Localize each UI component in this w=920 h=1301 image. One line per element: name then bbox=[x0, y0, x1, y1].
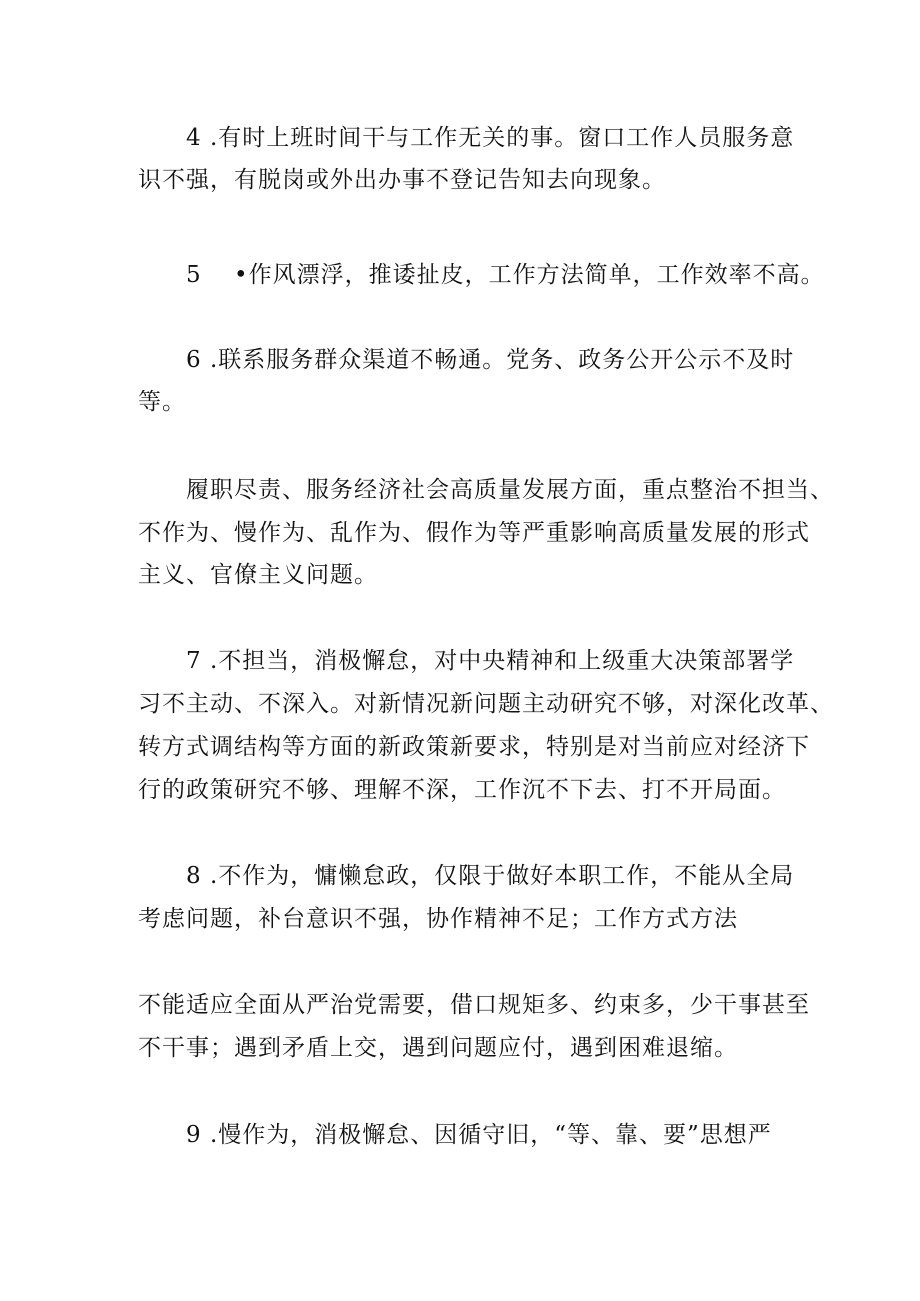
text-line: 履职尽责、服务经济社会高质量发展方面，重点整治不担当、 bbox=[186, 477, 834, 503]
text-line: 4 .有时上班时间干与工作无关的事。窗口工作人员服务意 bbox=[186, 125, 795, 151]
item-number: 5 bbox=[186, 262, 202, 288]
text-line: 不作为、慢作为、乱作为、假作为等严重影响高质量发展的形式 bbox=[138, 520, 810, 546]
text-line: 考虑问题，补台意识不强，协作精神不足；工作方式方法 bbox=[138, 906, 738, 932]
text-line: 识不强，有脱岗或外出办事不登记告知去向现象。 bbox=[138, 167, 666, 193]
text-line: 6 .联系服务群众渠道不畅通。党务、政务公开公示不及时 bbox=[186, 347, 795, 373]
text-line: 7 .不担当，消极懈怠，对中央精神和上级重大决策部署学 bbox=[186, 648, 795, 674]
text-line: 不能适应全面从严治党需要，借口规矩多、约束多，少干事甚至 bbox=[138, 992, 810, 1018]
text-line: 习不主动、不深入。对新情况新问题主动研究不够，对深化改革、 bbox=[138, 691, 834, 717]
text-line: 转方式调结构等方面的新政策新要求，特别是对当前应对经济下 bbox=[138, 734, 810, 760]
text-line bbox=[186, 255, 825, 295]
text-line: 主义、官僚主义问题。 bbox=[138, 562, 378, 588]
text-line: 不干事；遇到矛盾上交，遇到问题应付，遇到困难退缩。 bbox=[138, 1035, 738, 1061]
text-line: 等。 bbox=[138, 389, 186, 415]
text-line: 9 .慢作为，消极懈怠、因循守旧，“等、靠、要”思想严 bbox=[186, 1122, 772, 1148]
text-line: 8 .不作为，慵懒怠政，仅限于做好本职工作，不能从全局 bbox=[186, 863, 795, 889]
text-line-body: •作风漂浮，推诿扯皮，工作方法简单，工作效率不高。 bbox=[234, 262, 825, 288]
text-line: 行的政策研究不够、理解不深，工作沉不下去、打不开局面。 bbox=[138, 777, 786, 803]
